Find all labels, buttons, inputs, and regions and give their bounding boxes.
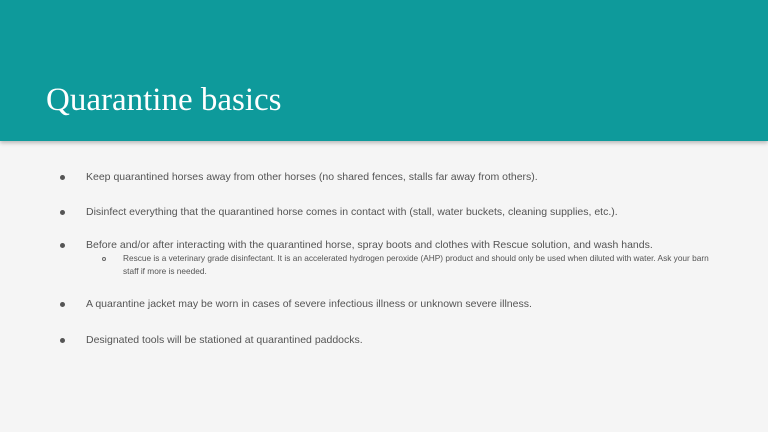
- sub-bullet-icon: [102, 257, 106, 261]
- slide-title: Quarantine basics: [46, 82, 282, 118]
- bullet-icon: [60, 210, 65, 215]
- bullet-text: Designated tools will be stationed at quarantined paddocks.: [86, 334, 363, 346]
- bullet-icon: [60, 243, 65, 248]
- bullet-text: Before and/or after interacting with the quarantined horse, spray boots and clothes with Rescue solution, and wash hands.: [86, 239, 653, 251]
- bullet-icon: [60, 175, 65, 180]
- bullet-text: A quarantine jacket may be worn in cases of severe infectious illness or unknown severe illness.: [86, 298, 532, 310]
- title-banner: [0, 0, 768, 141]
- bullet-text: Disinfect everything that the quarantined horse comes in contact with (stall, water buckets, cleaning supplies, etc.).: [86, 206, 618, 218]
- sub-bullet-text: Rescue is a veterinary grade disinfectant. It is an accelerated hydrogen peroxide (AHP) product and should only be used when diluted with water. Ask your barn staff if more is needed.: [123, 253, 709, 276]
- bullet-icon: [60, 338, 65, 343]
- bullet-text: Keep quarantined horses away from other horses (no shared fences, stalls far away from others).: [86, 171, 538, 183]
- bullet-icon: [60, 302, 65, 307]
